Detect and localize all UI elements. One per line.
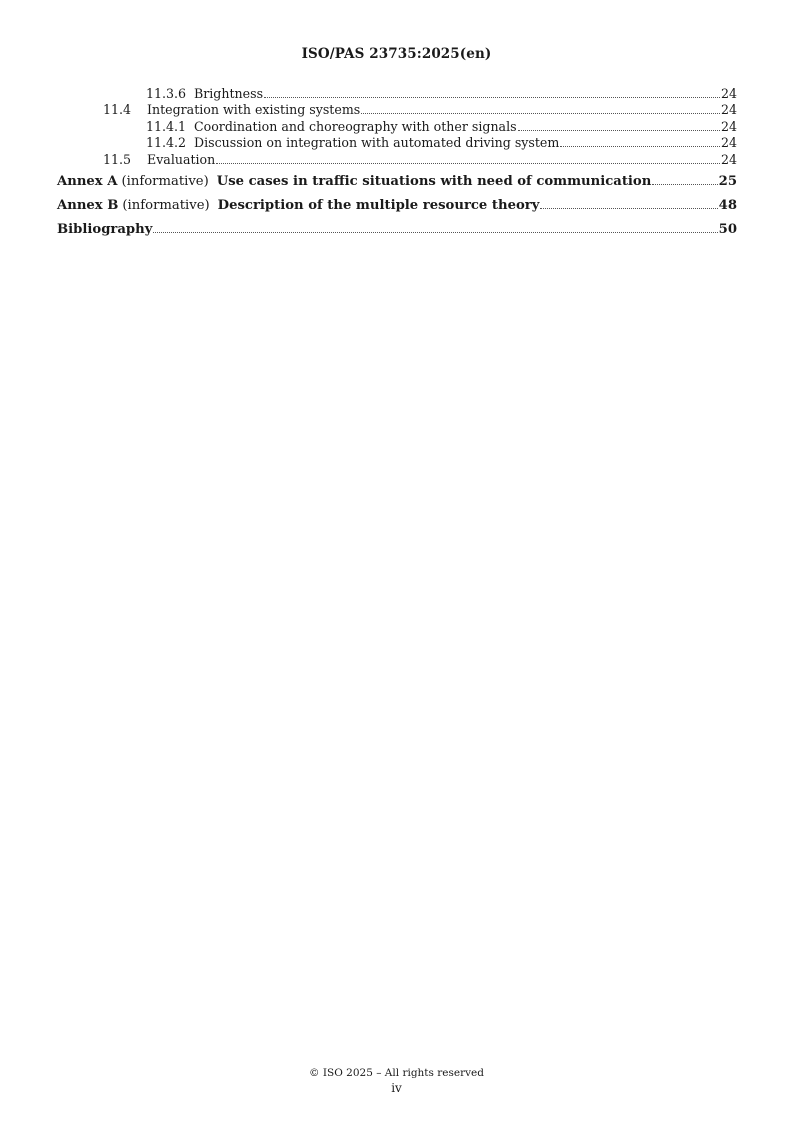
bibliography-page: 50 <box>718 222 737 238</box>
bibliography-title[interactable]: Bibliography <box>57 222 153 238</box>
toc-entry[interactable] <box>57 102 737 118</box>
toc-entry-number: 11.4.2 <box>146 135 187 151</box>
dot-leader <box>264 97 720 98</box>
toc-entry-page: 24 <box>720 151 737 167</box>
toc-annex-b[interactable] <box>57 196 737 216</box>
page-footer <box>0 1066 793 1096</box>
document-header <box>0 46 793 62</box>
annex-page: 48 <box>718 198 737 214</box>
toc-entry[interactable] <box>57 86 737 102</box>
toc-entry-title[interactable]: Discussion on integration with automated driving system <box>194 135 560 151</box>
toc-entry-number: 11.5 <box>103 151 132 167</box>
toc-entry[interactable] <box>57 135 737 151</box>
toc-entry-number: 11.3.6 <box>146 86 187 101</box>
toc-entry-page: 24 <box>720 102 737 118</box>
toc-entry-number: 11.4 <box>103 102 132 118</box>
dot-leader <box>518 130 720 131</box>
page-number: iv <box>391 1081 402 1095</box>
dot-leader <box>652 184 717 185</box>
annex-page: 25 <box>718 174 737 190</box>
copyright-notice: © ISO 2025 – All rights reserved <box>309 1067 484 1079</box>
dot-leader <box>560 146 720 147</box>
dot-leader <box>540 208 717 209</box>
annex-label: Annex B <box>57 198 119 214</box>
annex-type: (informative) <box>121 174 209 190</box>
toc-entry-title[interactable]: Brightness <box>194 86 264 101</box>
toc-entry-title[interactable]: Integration with existing systems <box>147 102 361 118</box>
toc-entry-title[interactable]: Coordination and choreography with other signals <box>194 118 517 134</box>
toc-entry[interactable] <box>57 152 737 168</box>
dot-leader <box>361 113 720 114</box>
toc-entry[interactable] <box>57 119 737 135</box>
toc-bibliography[interactable] <box>57 220 737 240</box>
table-of-contents <box>57 86 737 240</box>
toc-entry-page: 24 <box>720 135 737 151</box>
annex-label: Annex A <box>57 174 118 190</box>
dot-leader <box>216 163 720 164</box>
toc-entry-page: 24 <box>720 118 737 134</box>
toc-entry-page: 24 <box>720 86 737 101</box>
document-id: ISO/PAS 23735:2025(en) <box>301 46 492 62</box>
annex-title[interactable]: Use cases in traffic situations with need of communication <box>216 174 652 190</box>
annex-title[interactable]: Description of the multiple resource theory <box>217 198 540 214</box>
toc-annex-a[interactable] <box>57 172 737 192</box>
dot-leader <box>153 232 717 233</box>
annex-type: (informative) <box>122 198 210 214</box>
toc-entry-number: 11.4.1 <box>146 118 187 134</box>
toc-entry-title[interactable]: Evaluation <box>147 151 216 167</box>
